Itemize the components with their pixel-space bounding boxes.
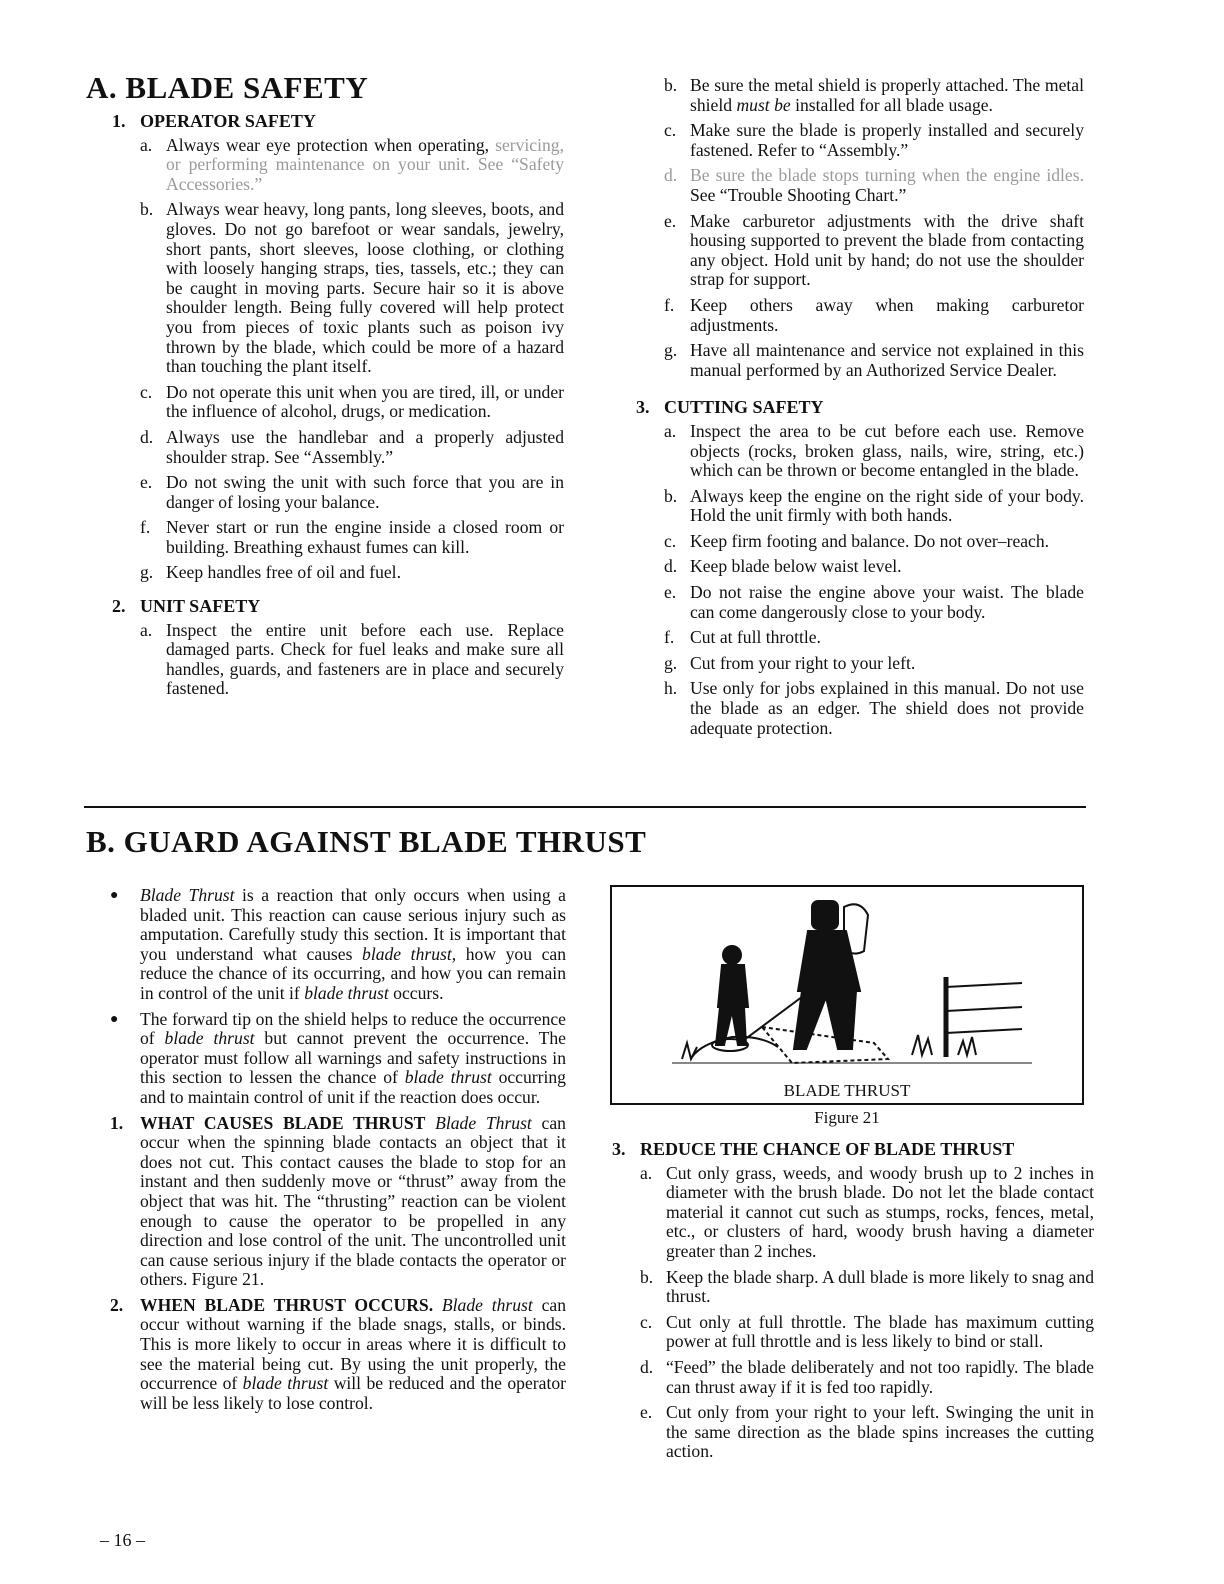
list-item: c. Do not operate this unit when you are tired, ill, or under the influence of alcohol, drugs, or medication. bbox=[140, 381, 564, 422]
fence-wire bbox=[946, 1007, 1022, 1011]
list-item: c. Cut only at full throttle. The blade has maximum cutting power at full throttle and is less likely to bind or stall. bbox=[640, 1311, 1094, 1352]
list-item: a. Inspect the area to be cut before each use. Remove objects (rocks, broken glass, nails, wire, string, etc.) which can be thrown or become entangled in the blade. bbox=[664, 420, 1084, 481]
fence-wire bbox=[946, 983, 1022, 987]
list-item: b. Be sure the metal shield is properly attached. The metal shield must be installed for all blade usage. bbox=[664, 75, 1084, 115]
shield-area bbox=[762, 1027, 888, 1063]
list-item: a. Always wear eye protection when operating, servicing, or performing maintenance on your unit. See “Safety Accessories.” bbox=[140, 134, 564, 194]
grass-tuft bbox=[682, 1043, 697, 1059]
reduce-chance-list bbox=[612, 1164, 1094, 1462]
list-item: f. Cut at full throttle. bbox=[664, 627, 821, 648]
operator-legs bbox=[794, 991, 856, 1049]
cutting-safety-heading: 3. CUTTING SAFETY bbox=[636, 397, 824, 418]
list-item: b. Always keep the engine on the right side of your body. Hold the unit firmly with both hands. bbox=[664, 485, 1084, 526]
list-item: b. Keep the blade sharp. A dull blade is more likely to snag and thrust. bbox=[640, 1266, 1094, 1307]
figure-caption: BLADE THRUST bbox=[783, 1081, 911, 1100]
list-item: ● Blade Thrust is a reaction that only occurs when using a bladed unit. This reaction can cause serious injury such as amputation. Carefully study this section. It is important that you understand what causes blade thrust, how you can reduce the chance of its occurring, and how you can remain in control of the unit if blade thrust occurs. bbox=[110, 885, 566, 1003]
section-b-right-column bbox=[612, 1140, 1094, 1468]
list-item: g. Cut from your right to your left. bbox=[664, 652, 916, 673]
list-item: a. Inspect the entire unit before each use. Replace damaged parts. Check for fuel leaks and make sure all handles, guards, and fasteners are in place and securely fastened. bbox=[140, 619, 564, 699]
list-item: ● The forward tip on the shield helps to reduce the occurrence of blade thrust but cannot prevent the occurrence. The operator must follow all warnings and safety instructions in this section to lessen the chance of blade thrust occurring and to maintain control of unit if the reaction does occur. bbox=[110, 1008, 566, 1107]
section-a-title: A. BLADE SAFETY bbox=[86, 70, 369, 105]
list-item: d. Be sure the blade stops turning when the engine idles. See “Trouble Shooting Chart.” bbox=[664, 165, 1084, 205]
section-a-right-column bbox=[636, 75, 1084, 744]
list-item: e. Do not swing the unit with such force that you are in danger of losing your balance. bbox=[140, 472, 564, 512]
operator-body bbox=[798, 931, 860, 991]
list-item: e. Cut only from your right to your left. Swinging the unit in the same direction as the blade spins increases the cutting action. bbox=[640, 1402, 1094, 1462]
grass-tuft bbox=[912, 1035, 932, 1055]
list-item: f. Never start or run the engine inside a closed room or building. Breathing exhaust fumes can kill. bbox=[140, 517, 564, 557]
reduce-chance-heading: 3. REDUCE THE CHANCE OF BLADE THRUST bbox=[612, 1139, 1015, 1159]
section-a-left-column bbox=[112, 112, 564, 705]
operator-safety-list bbox=[112, 136, 564, 583]
list-item: b. Always wear heavy, long pants, long sleeves, boots, and gloves. Do not go barefoot or wear sandals, jewelry, short pants, short sleeves, loose clothing, or clothing with loosely hanging straps, ties, tassels, etc.; they can be caught in moving parts. Secure hair so it is above shoulder length. Being fully covered will help protect you from pieces of toxic plants such as poison ivy thrown by the blade, which could be more of a hazard than touching the plant itself. bbox=[140, 199, 564, 377]
figure-label: Figure 21 bbox=[814, 1108, 880, 1127]
operator-helmet bbox=[812, 901, 838, 929]
figure-21-box bbox=[610, 885, 1084, 1105]
section-b-left-column bbox=[110, 886, 566, 1419]
list-item: f. Keep others away when making carburetor adjustments. bbox=[664, 294, 1084, 335]
list-item: g. Have all maintenance and service not explained in this manual performed by an Authorized Service Dealer. bbox=[664, 340, 1084, 380]
list-item: e. Do not raise the engine above your waist. The blade can come dangerously close to your body. bbox=[664, 582, 1084, 622]
bystander-head bbox=[723, 946, 741, 964]
page-number: – 16 – bbox=[100, 1530, 145, 1550]
bystander-body bbox=[718, 965, 748, 1007]
list-item: e. Make carburetor adjustments with the drive shaft housing supported to prevent the blade from contacting any object. Hold unit by hand; do not use the shoulder strap for support. bbox=[664, 210, 1084, 290]
list-item: d. Always use the handlebar and a properly adjusted shoulder strap. See “Assembly.” bbox=[140, 426, 564, 467]
grass-tuft bbox=[958, 1037, 976, 1055]
list-item: 2. WHEN BLADE THRUST OCCURS. Blade thrust can occur without warning if the blade snags, stalls, or binds. This is more likely to occur in areas where it is difficult to see the material being cut. By using the unit properly, the occurrence of blade thrust will be reduced and the operator will be less likely to lose control. bbox=[110, 1294, 566, 1413]
unit-safety-list-left bbox=[112, 621, 564, 699]
list-item: a. Cut only grass, weeds, and woody brush up to 2 inches in diameter with the brush blade. Do not let the blade contact material it cannot cut such as stumps, rocks, fences, metal, etc., or clusters of hard, woody brush having a diameter greater than 2 inches. bbox=[640, 1162, 1094, 1261]
list-item: c. Make sure the blade is properly installed and securely fastened. Refer to “Assembly.” bbox=[664, 120, 1084, 160]
list-item: 1. WHAT CAUSES BLADE THRUST Blade Thrust can occur when the spinning blade contacts an object that it does not cut. This contact causes the blade to stop for an instant and then suddenly move or “thrust” away from the object that was hit. The “thrusting” reaction can be violent enough to cause the operator to be propelled in any direction and lose control of the unit. The uncontrolled unit can cause serious injury if the blade contacts the operator or others. Figure 21. bbox=[110, 1112, 566, 1290]
operator-safety-heading: 1. OPERATOR SAFETY bbox=[112, 111, 316, 131]
list-item: h. Use only for jobs explained in this manual. Do not use the blade as an edger. The shield does not provide adequate protection. bbox=[664, 678, 1084, 738]
section-b-title: B. GUARD AGAINST BLADE THRUST bbox=[86, 824, 647, 859]
list-item: d. Keep blade below waist level. bbox=[664, 556, 902, 577]
unit-safety-heading: 2. UNIT SAFETY bbox=[112, 596, 261, 617]
blade-thrust-illustration bbox=[612, 887, 1082, 1077]
fence-wire bbox=[946, 1029, 1022, 1033]
list-item: c. Keep firm footing and balance. Do not over–reach. bbox=[664, 530, 1050, 551]
list-item: g. Keep handles free of oil and fuel. bbox=[140, 562, 401, 583]
bullet-icon: ● bbox=[110, 888, 119, 903]
bullet-icon: ● bbox=[110, 1011, 119, 1027]
section-divider bbox=[84, 806, 1086, 808]
list-item: d. “Feed” the blade deliberately and not too rapidly. The blade can thrust away if it is fed too rapidly. bbox=[640, 1356, 1094, 1397]
